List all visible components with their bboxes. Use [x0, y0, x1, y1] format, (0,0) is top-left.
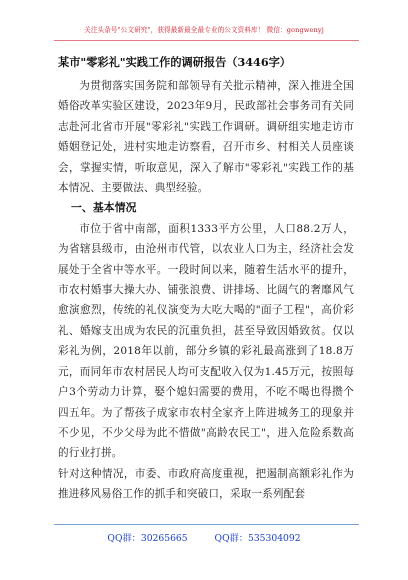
qq-group-2: QQ群：535304092	[214, 533, 301, 544]
section-paragraph: 市位于省中南部，面积1333平方公里，人口88.2万人，为省辖县级市，由沧州市代管，以农业人口为主，经济社会发展处于全省中等水平。一段时间以来，随着生活水平的提升，市农村婚事大操大办、铺张浪费、讲排场、比阔气的奢靡风气愈演愈烈，传统的礼仪演变为大吃大喝的"面子工程"，高价彩礼、婚嫁支出成为农民的沉重负担，甚至导致因婚致贫。仅以彩礼为例，2018年以前，部分乡镇的彩礼最高涨到了18.8万元，而同年市农村居民人均可支配收入仅为1.45万元，按照每户3个劳动力计算，娶个媳妇需要的费用，不吃不喝也得攒个四五年。为了帮孩子成家市农村全家齐上阵进城务工的现象并不少见，不少父母为此不惜做"高龄农民工"，进入危险系数高的行业打拼。	[58, 222, 354, 460]
top-banner: 关注头条号"公文研究"，获得最新最全最专业的公文资料库！ 微信：gongwenyj	[84, 26, 324, 34]
intro-paragraph: 为贯彻落实国务院和部领导有关批示精神，深入推进全国婚俗改革实验区建设，2023年9月，民政部社会事务司有关同志赴河北省市开展"零彩礼"实践工作调研。调研组实地走访市婚姻登记处，进村实地走访察看，召开市乡、村相关人员座谈会，掌握实情，听取意见，深入了解市"零彩礼"实践工作的基本情况、主要做法、典型经验。	[58, 80, 354, 195]
qq-group-1: QQ群：30265665	[107, 533, 188, 544]
section-heading: 一、基本情况	[70, 201, 137, 215]
document-body	[58, 76, 354, 505]
footer	[0, 530, 408, 544]
section-paragraph: 针对这种情况，市委、市政府高度重视，把遏制高额彩礼作为推进移风易俗工作的抓手和突破口，采取一系列配套	[58, 467, 354, 501]
footer-divider	[54, 524, 359, 525]
header-divider	[54, 40, 359, 41]
document-title: 某市"零彩礼"实践工作的调研报告（3446字）	[58, 55, 291, 69]
